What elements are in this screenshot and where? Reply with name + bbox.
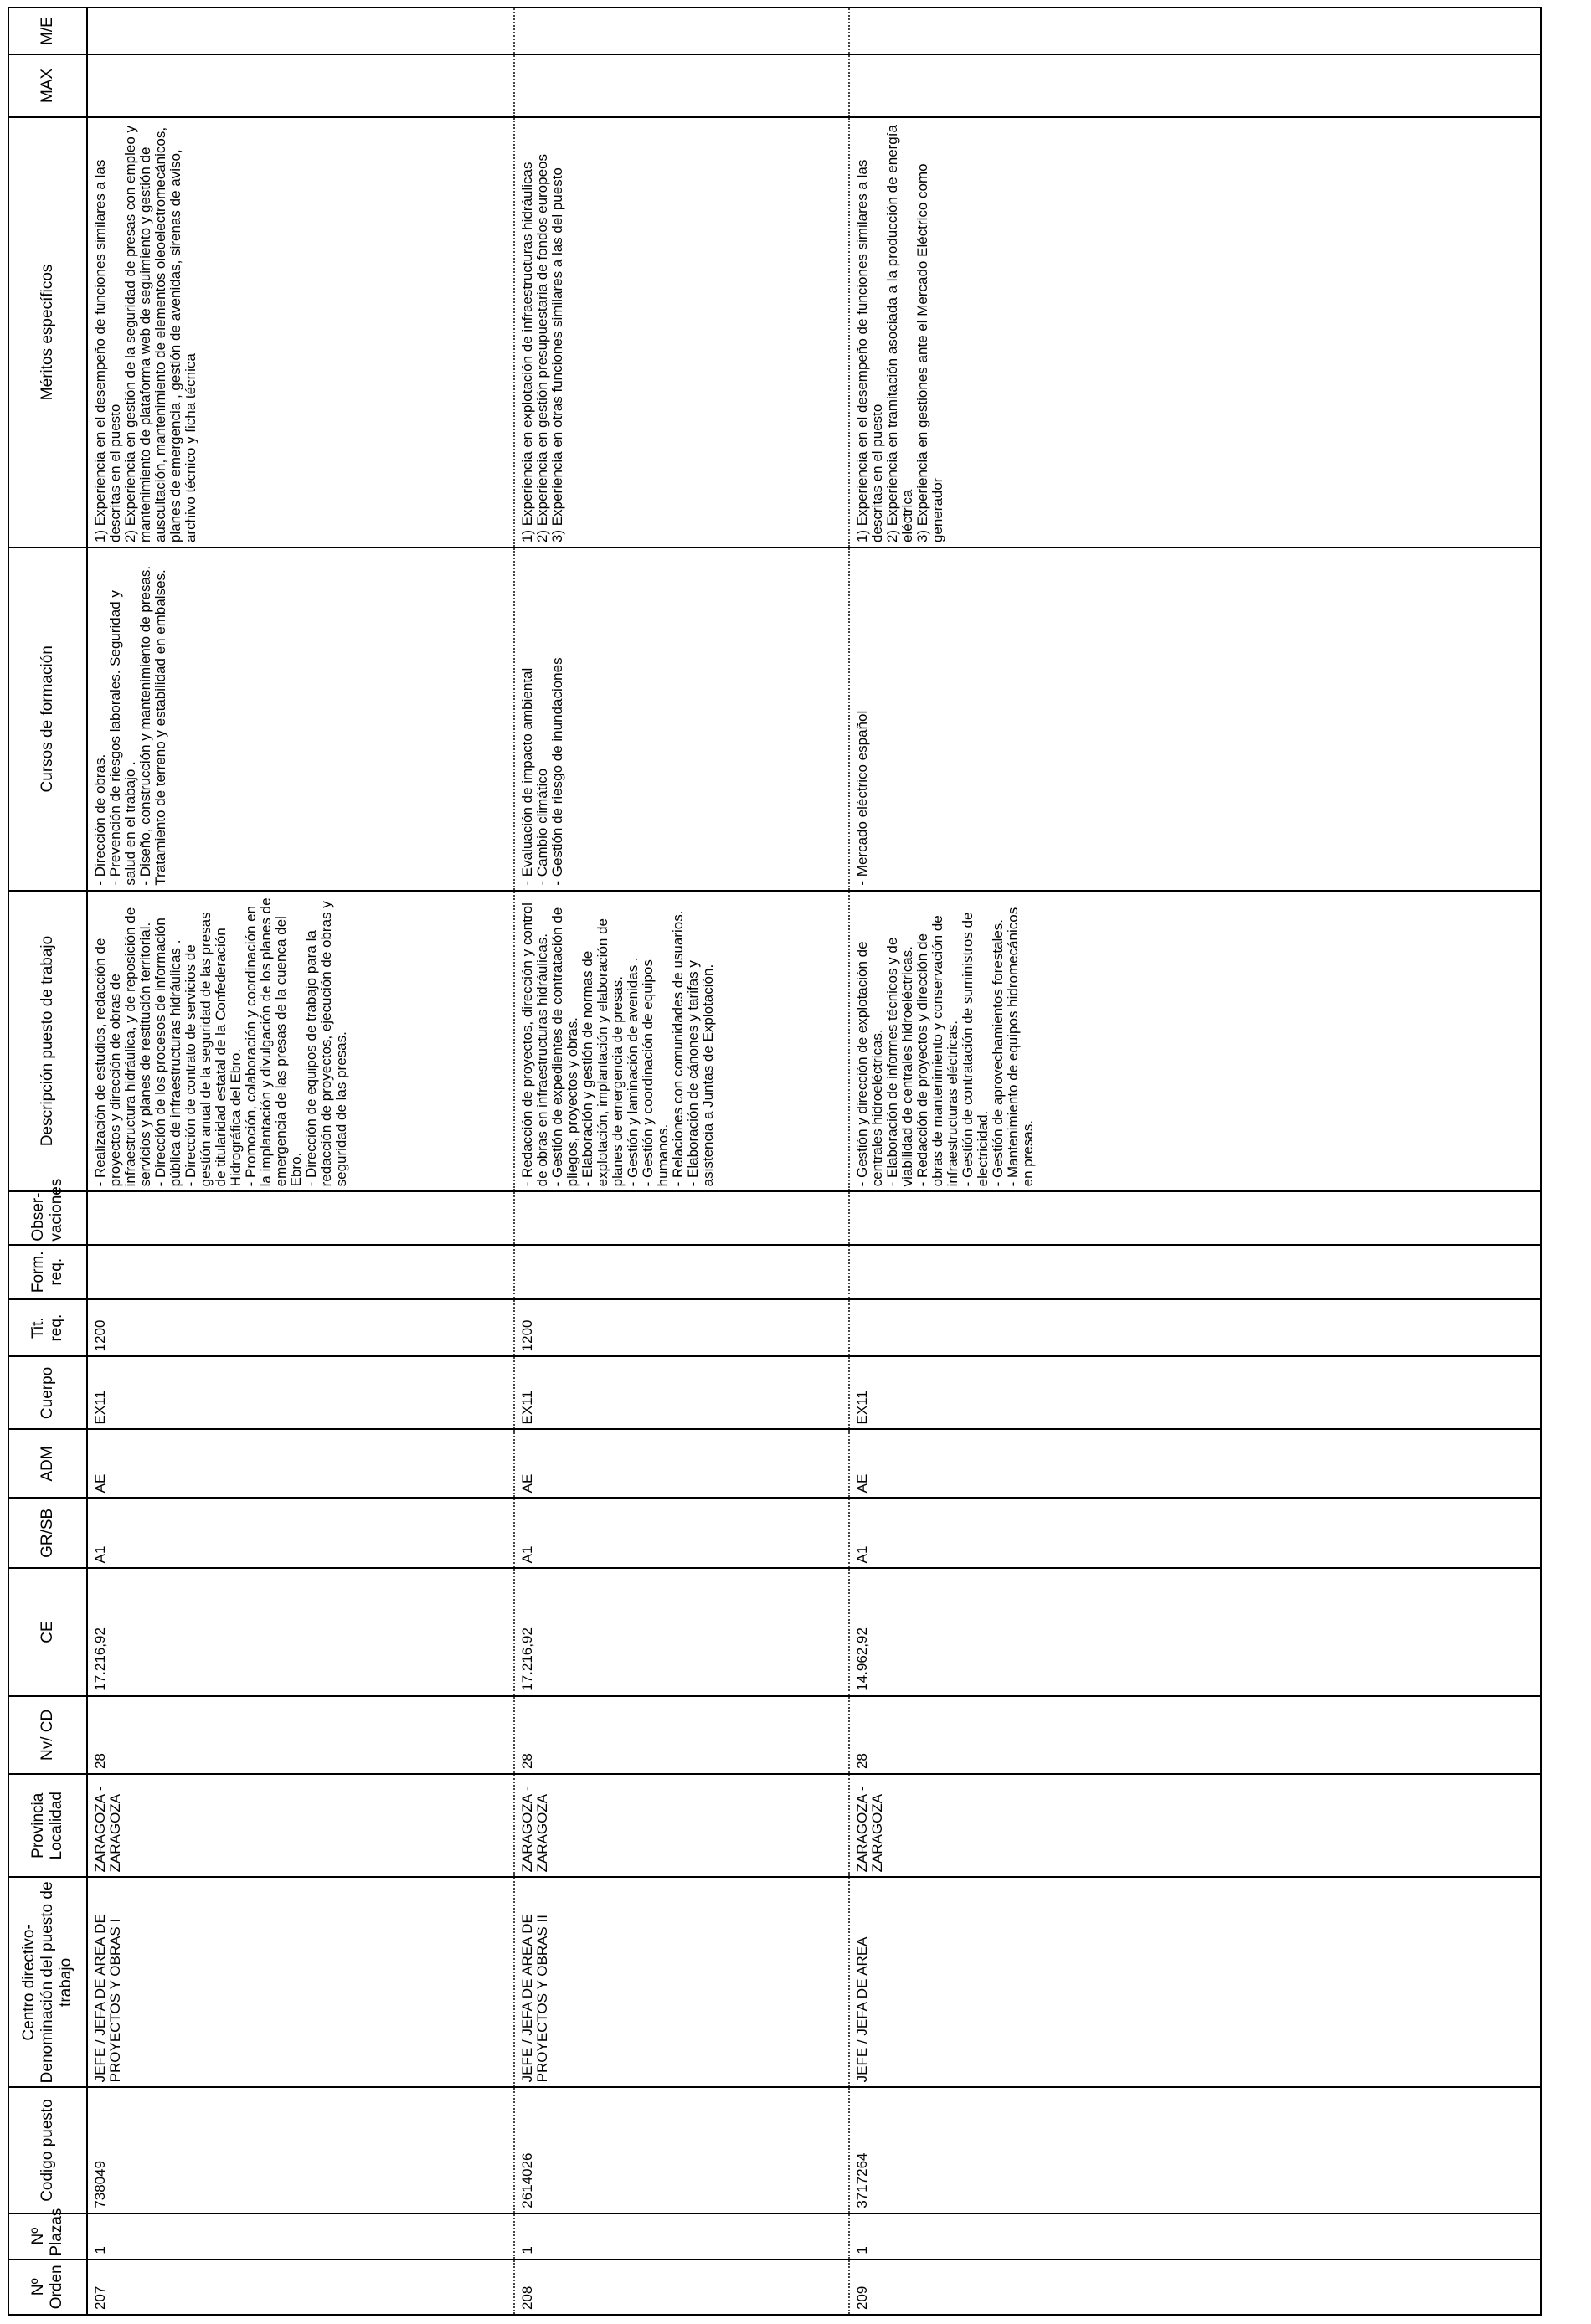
cell-meritos: 1) Experiencia en el desempeño de funciones similares a las descritas en el puesto 2) Experiencia en gestión de la seguridad de presas con empleo y mantenimiento de plataforma web de seguimiento y gestión de auscultación, mantenimiento de elementos oleoelectromecánicos, planes de emergencia , gestión de avenidas, sirenas de aviso, archivo técnico y ficha técnica [87,117,514,548]
header-me: M/E [8,8,87,54]
cell-formacion [849,1245,1541,1299]
cell-meritos: 1) Experiencia en el desempeño de funciones similares a las descritas en el puesto 2) Experiencia en tramitación asociada a la producción de energía eléctrica 3) Experiencia en gestiones ante el Mercado Eléctrico como generador [849,117,1541,548]
cell-me [514,8,849,54]
cell-centro: JEFE / JEFA DE AREA DE PROYECTOS Y OBRAS II [514,1877,849,2087]
header-cuerpo: Cuerpo [8,1356,87,1429]
cell-provincia: ZARAGOZA - ZARAGOZA [87,1774,514,1877]
table-row [849,8,1541,2315]
cell-plazas: 1 [849,2213,1541,2260]
cell-provincia: ZARAGOZA - ZARAGOZA [849,1774,1541,1877]
cell-cursos: - Mercado eléctrico español [849,548,1541,891]
cell-adm: AE [849,1429,1541,1498]
header-titulacion: Tit. req. [8,1299,87,1356]
cell-centro: JEFE / JEFA DE AREA [849,1877,1541,2087]
cell-cuerpo: EX11 [514,1356,849,1429]
cell-max [849,54,1541,117]
cell-plazas: 1 [514,2213,849,2260]
cell-cuerpo: EX11 [849,1356,1541,1429]
cell-titulacion: 1200 [87,1299,514,1356]
header-centro: Centro directivo- Denominación del puesto de trabajo [8,1877,87,2087]
cell-orden: 208 [514,2260,849,2315]
header-descripcion: Descripción puesto de trabajo [8,891,87,1192]
cell-me [87,8,514,54]
table-row [87,8,514,2315]
cell-plazas: 1 [87,2213,514,2260]
header-adm: ADM [8,1429,87,1498]
cell-ce: 17.216,92 [514,1568,849,1695]
cell-cursos: - Dirección de obras. - Prevención de riesgos laborales. Seguridad y salud en el trabajo . - Diseño, construcción y mantenimiento de presas. Tratamiento de terreno y estabilidad en embalses. [87,548,514,891]
header-meritos: Méritos específicos [8,117,87,548]
cell-orden: 209 [849,2260,1541,2315]
cell-observaciones [87,1191,514,1244]
header-nivel: Nv/ CD [8,1696,87,1774]
header-formacion: Form. req. [8,1245,87,1299]
cell-formacion [514,1245,849,1299]
cell-orden: 207 [87,2260,514,2315]
cell-observaciones [514,1191,849,1244]
cell-titulacion [849,1299,1541,1356]
cell-descripcion: - Redacción de proyectos, dirección y control de obras en infraestructuras hidráulicas. - Gestión de expedientes de contratación de pliegos, proyectos y obras. - Elaboración y gestión de normas de explotación, implantación y elaboración de planes de emergencia de presas. - Gestión y laminación de avenidas . - Gestión y coordinación de equipos humanos. - Relaciones con comunidades de usuarios. - Elaboración de cánones y tarifas y asistencia a Juntas de Explotación. [514,891,849,1192]
cell-nivel: 28 [849,1696,1541,1774]
cell-max [87,54,514,117]
header-ce: CE [8,1568,87,1695]
cell-grupo: A1 [849,1498,1541,1568]
cell-max [514,54,849,117]
cell-adm: AE [514,1429,849,1498]
header-orden: Nº Orden [8,2260,87,2315]
cell-titulacion: 1200 [514,1299,849,1356]
header-grupo: GR/SB [8,1498,87,1568]
header-observaciones: Obser- vaciones [8,1191,87,1244]
header-provincia: Provincia Localidad [8,1774,87,1877]
table-row [514,8,849,2315]
header-plazas: Nº Plazas [8,2213,87,2260]
job-positions-table [8,7,1542,2316]
cell-grupo: A1 [514,1498,849,1568]
cell-nivel: 28 [514,1696,849,1774]
cell-observaciones [849,1191,1541,1244]
cell-cuerpo: EX11 [87,1356,514,1429]
header-row [8,8,87,2315]
cell-codigo: 3717264 [849,2087,1541,2213]
header-cursos: Cursos de formación [8,548,87,891]
header-codigo: Codigo puesto [8,2087,87,2213]
cell-cursos: - Evaluación de impacto ambiental - Cambio climático - Gestión de riesgo de inundaciones [514,548,849,891]
cell-grupo: A1 [87,1498,514,1568]
cell-ce: 17.216,92 [87,1568,514,1695]
cell-me [849,8,1541,54]
cell-centro: JEFE / JEFA DE AREA DE PROYECTOS Y OBRAS I [87,1877,514,2087]
cell-codigo: 2614026 [514,2087,849,2213]
cell-provincia: ZARAGOZA - ZARAGOZA [514,1774,849,1877]
cell-meritos: 1) Experiencia en explotación de infraestructuras hidráulicas 2) Experiencia en gestión presupuestaria de fondos europeos 3) Experiencia en otras funciones similares a las del puesto [514,117,849,548]
cell-ce: 14.962,92 [849,1568,1541,1695]
cell-nivel: 28 [87,1696,514,1774]
cell-descripcion: - Gestión y dirección de explotación de centrales hidroeléctricas. - Elaboración de informes técnicos y de viabilidad de centrales hidroeléctricas. - Redacción de proyectos y dirección de obras de mantenimiento y conservación de infraestructuras eléctricas. - Gestión de contratación de suministros de electricidad. - Gestión de aprovechamientos forestales. - Mantenimiento de equipos hidromecánicos en presas. [849,891,1541,1192]
cell-descripcion: - Realización de estudios, redacción de proyectos y dirección de obras de infraestructura hidráulica, y de reposición de servicios y planes de restitución territorial. - Dirección de los procesos de información pública de infraestructuras hidráulicas . - Dirección de contrato de servicios de gestión anual de la seguridad de las presas de titularidad estatal de la Confederación Hidrográfica del Ebro. - Promoción, colaboración y coordinación en la implantación y divulgación de los planes de emergencia de las presas de la cuenca del Ebro. - Dirección de equipos de trabajo para la redacción de proyectos, ejecución de obras y seguridad de las presas. [87,891,514,1192]
cell-adm: AE [87,1429,514,1498]
cell-formacion [87,1245,514,1299]
header-max: MAX [8,54,87,117]
cell-codigo: 738049 [87,2087,514,2213]
